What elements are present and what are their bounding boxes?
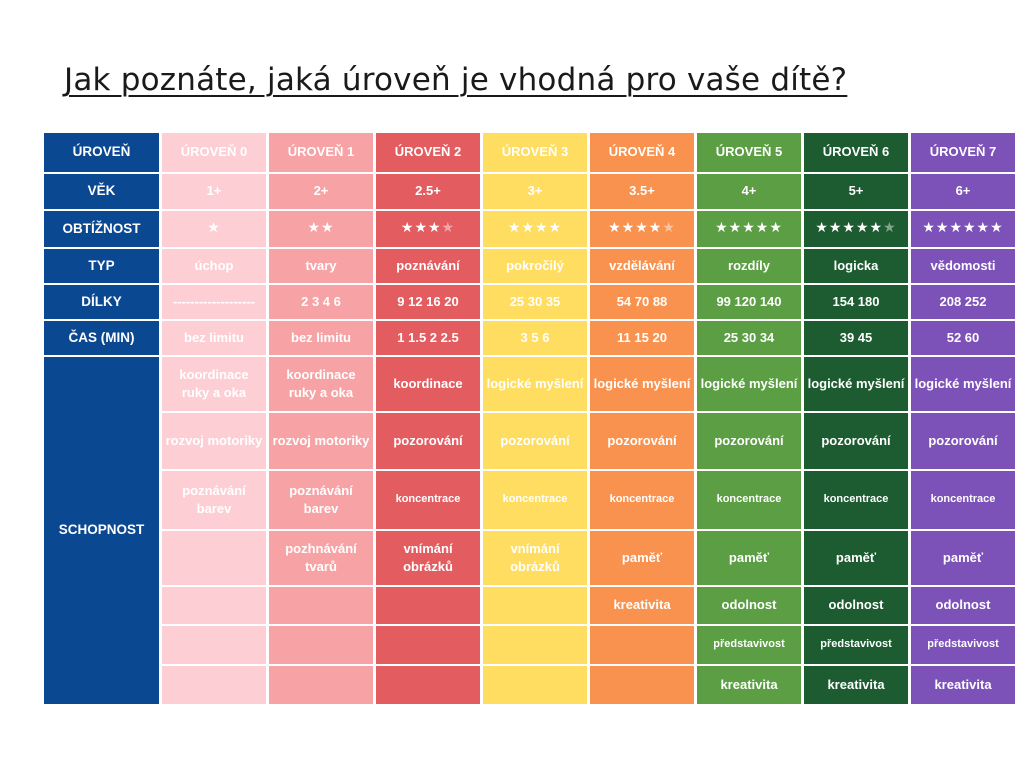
level-skill — [376, 587, 480, 624]
level-skill: koncentrace — [697, 471, 801, 529]
row-header-pieces: DÍLKY — [44, 285, 159, 319]
level-skill: logické myšlení — [590, 357, 694, 411]
level-skill: kreativita — [590, 587, 694, 624]
level-skill: kreativita — [911, 666, 1015, 704]
level-skill: odolnost — [911, 587, 1015, 624]
star-icon: ★★★★ — [608, 220, 663, 237]
level-skill — [376, 666, 480, 704]
level-difficulty-stars — [911, 211, 1015, 247]
level-skill: představivost — [911, 626, 1015, 664]
level-difficulty-stars — [697, 211, 801, 247]
half-star-icon: ★ — [883, 220, 897, 237]
level-type: úchop — [162, 249, 266, 283]
level-skill: koncentrace — [804, 471, 908, 529]
level-skill: pozorování — [697, 413, 801, 469]
star-icon: ★★★★★★ — [922, 220, 1004, 237]
page-title: Jak poznáte, jaká úroveň je vhodná pro vaše dítě? — [64, 62, 848, 98]
level-name: ÚROVEŇ 4 — [590, 133, 694, 172]
level-skill: vnímání obrázků — [376, 531, 480, 585]
level-type: vědomosti — [911, 249, 1015, 283]
level-skill: rozvoj motoriky — [162, 413, 266, 469]
level-skill: paměť — [804, 531, 908, 585]
level-skill — [162, 626, 266, 664]
level-skill: odolnost — [697, 587, 801, 624]
level-skill: logické myšlení — [911, 357, 1015, 411]
level-skill: koordinace ruky a oka — [269, 357, 373, 411]
level-name: ÚROVEŇ 2 — [376, 133, 480, 172]
level-skill: pozhnávání tvarů — [269, 531, 373, 585]
level-skill: kreativita — [804, 666, 908, 704]
level-name: ÚROVEŇ 1 — [269, 133, 373, 172]
star-icon: ★ — [207, 220, 221, 237]
level-type: poznávání — [376, 249, 480, 283]
level-skill — [376, 626, 480, 664]
level-skill: představivost — [804, 626, 908, 664]
level-pieces: 2 3 4 6 — [269, 285, 373, 319]
level-skill — [162, 666, 266, 704]
level-skill: pozorování — [376, 413, 480, 469]
level-skill: koncentrace — [376, 471, 480, 529]
level-skill — [590, 626, 694, 664]
level-skill — [269, 666, 373, 704]
level-pieces: 54 70 88 — [590, 285, 694, 319]
level-skill — [483, 666, 587, 704]
level-age: 3+ — [483, 174, 587, 209]
level-skill: pozorování — [804, 413, 908, 469]
star-icon: ★★★ — [400, 220, 442, 237]
level-type: rozdíly — [697, 249, 801, 283]
level-age: 5+ — [804, 174, 908, 209]
level-skill: paměť — [911, 531, 1015, 585]
level-skill: pozorování — [911, 413, 1015, 469]
level-pieces: ------------------- — [162, 285, 266, 319]
level-time: bez limitu — [162, 321, 266, 355]
level-skill: paměť — [590, 531, 694, 585]
level-pieces: 99 120 140 — [697, 285, 801, 319]
level-skill: rozvoj motoriky — [269, 413, 373, 469]
half-star-icon: ★ — [441, 220, 456, 237]
level-skill: koncentrace — [590, 471, 694, 529]
level-skill: poznávání barev — [269, 471, 373, 529]
level-difficulty-stars — [376, 211, 480, 247]
level-skill: logické myšlení — [697, 357, 801, 411]
level-skill: koordinace — [376, 357, 480, 411]
level-time: bez limitu — [269, 321, 373, 355]
level-time: 3 5 6 — [483, 321, 587, 355]
row-header-age: VĚK — [44, 174, 159, 209]
level-time: 52 60 — [911, 321, 1015, 355]
level-age: 2.5+ — [376, 174, 480, 209]
level-skill: pozorování — [483, 413, 587, 469]
row-header-type: TYP — [44, 249, 159, 283]
level-name: ÚROVEŇ 7 — [911, 133, 1015, 172]
level-time: 25 30 34 — [697, 321, 801, 355]
star-icon: ★★★★★ — [815, 220, 884, 237]
level-skill: pozorování — [590, 413, 694, 469]
level-skill: logické myšlení — [804, 357, 908, 411]
star-icon: ★★★★ — [507, 220, 563, 237]
level-skill: poznávání barev — [162, 471, 266, 529]
level-difficulty-stars — [590, 211, 694, 247]
level-skill — [162, 587, 266, 624]
level-name: ÚROVEŇ 5 — [697, 133, 801, 172]
level-type: vzdělávání — [590, 249, 694, 283]
level-skill: koncentrace — [483, 471, 587, 529]
level-type: tvary — [269, 249, 373, 283]
level-age: 4+ — [697, 174, 801, 209]
level-type: pokročilý — [483, 249, 587, 283]
level-difficulty-stars — [483, 211, 587, 247]
level-skill: paměť — [697, 531, 801, 585]
level-skill — [590, 666, 694, 704]
level-age: 6+ — [911, 174, 1015, 209]
star-icon: ★★ — [307, 220, 335, 237]
level-skill: představivost — [697, 626, 801, 664]
level-time: 1 1.5 2 2.5 — [376, 321, 480, 355]
level-pieces: 9 12 16 20 — [376, 285, 480, 319]
level-skill: koncentrace — [911, 471, 1015, 529]
level-time: 11 15 20 — [590, 321, 694, 355]
level-skill: logické myšlení — [483, 357, 587, 411]
level-name: ÚROVEŇ 3 — [483, 133, 587, 172]
level-skill: koordinace ruky a oka — [162, 357, 266, 411]
level-name: ÚROVEŇ 0 — [162, 133, 266, 172]
level-skill — [162, 531, 266, 585]
level-skill: odolnost — [804, 587, 908, 624]
level-skill: kreativita — [697, 666, 801, 704]
star-icon: ★★★★★ — [715, 220, 783, 237]
level-type: logicka — [804, 249, 908, 283]
level-pieces: 208 252 — [911, 285, 1015, 319]
level-skill — [269, 587, 373, 624]
level-difficulty-stars — [162, 211, 266, 247]
level-difficulty-stars — [804, 211, 908, 247]
level-age: 1+ — [162, 174, 266, 209]
half-star-icon: ★ — [662, 220, 676, 237]
row-header-difficulty: OBTÍŽNOST — [44, 211, 159, 247]
level-skill — [269, 626, 373, 664]
level-pieces: 25 30 35 — [483, 285, 587, 319]
level-skill — [483, 587, 587, 624]
level-difficulty-stars — [269, 211, 373, 247]
level-skill — [483, 626, 587, 664]
row-header-time: ČAS (MIN) — [44, 321, 159, 355]
row-header-level: ÚROVEŇ — [44, 133, 159, 172]
level-name: ÚROVEŇ 6 — [804, 133, 908, 172]
level-time: 39 45 — [804, 321, 908, 355]
level-comparison-table — [44, 133, 1012, 692]
row-header-skills: SCHOPNOST — [44, 357, 159, 704]
level-age: 2+ — [269, 174, 373, 209]
level-age: 3.5+ — [590, 174, 694, 209]
level-skill: vnímání obrázků — [483, 531, 587, 585]
level-pieces: 154 180 — [804, 285, 908, 319]
